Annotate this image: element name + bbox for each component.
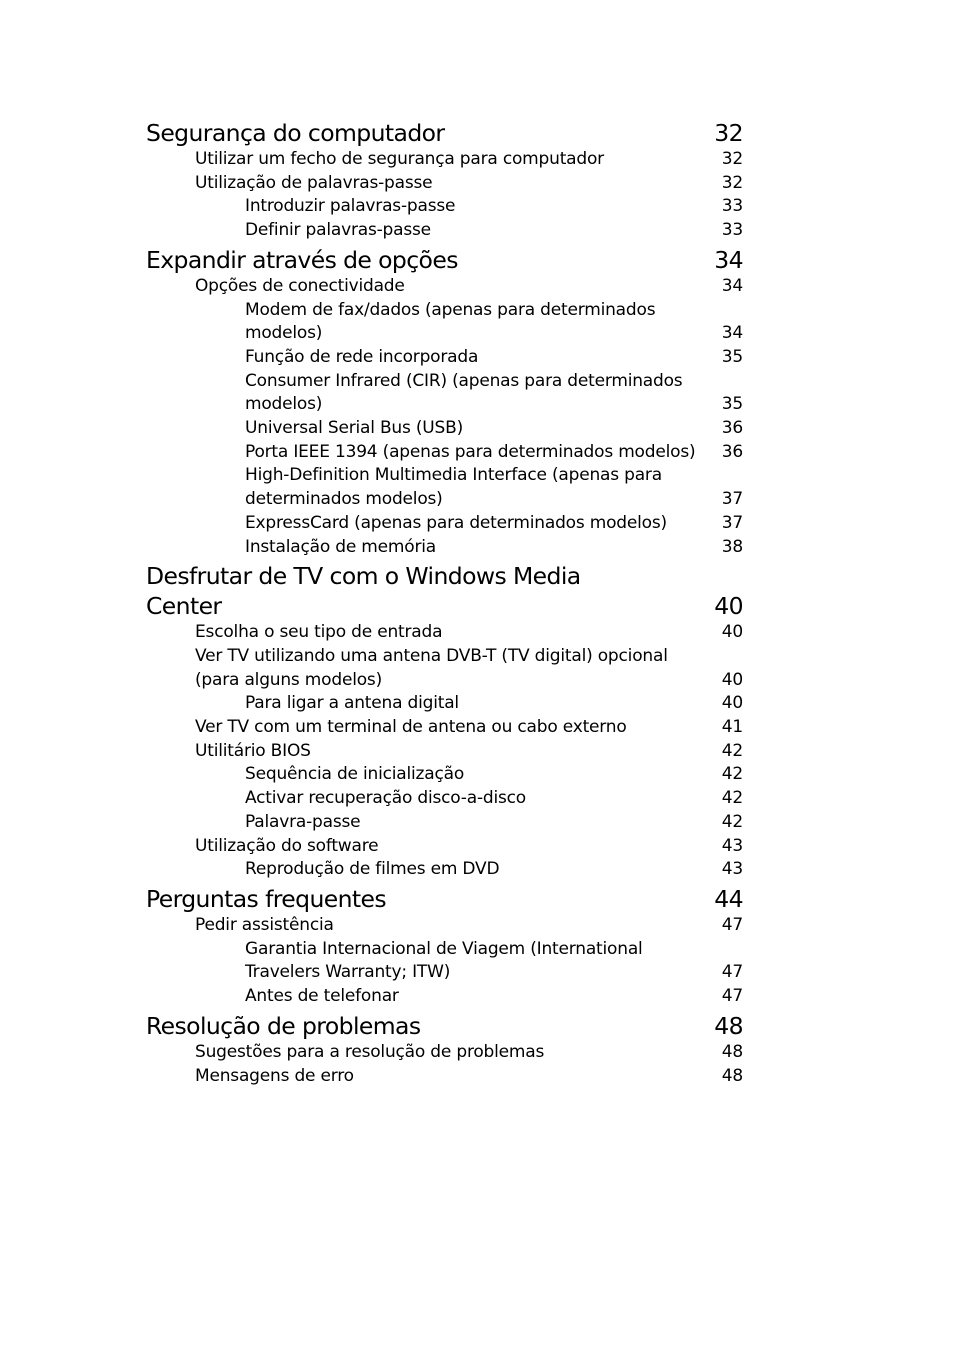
entry-title: Reprodução de filmes em DVD <box>245 859 500 880</box>
entry-title: Instalação de memória <box>245 536 437 557</box>
entry-title: Introduzir palavras-passe <box>245 196 456 217</box>
entry-title: Sugestões para a resolução de problemas <box>195 1041 545 1062</box>
entry-page-number: 34 <box>721 275 743 296</box>
toc-subentry[interactable] <box>146 195 743 219</box>
entry-page-number: 42 <box>721 811 743 832</box>
toc-section-heading[interactable] <box>146 1011 743 1041</box>
section-title: Expandir através de opções <box>146 245 458 274</box>
entry-title: ExpressCard (apenas para determinados modelos) <box>245 512 667 533</box>
section-title: Perguntas frequentes <box>146 884 387 913</box>
entry-title: High-Definition Multimedia Interface (apenas para determinados modelos) <box>245 465 662 510</box>
toc-subentry[interactable] <box>146 938 743 985</box>
entry-page-number: 41 <box>721 717 743 738</box>
toc-entry[interactable] <box>146 645 743 692</box>
toc-entry[interactable] <box>146 1041 743 1065</box>
entry-page-number: 33 <box>721 220 743 241</box>
entry-title: Modem de fax/dados (apenas para determinados modelos) <box>245 299 656 344</box>
entry-title: Utilização de palavras-passe <box>195 172 433 193</box>
toc-entry[interactable] <box>146 1065 743 1089</box>
entry-title: Universal Serial Bus (USB) <box>245 418 464 439</box>
entry-page-number: 38 <box>721 536 743 557</box>
entry-page-number: 43 <box>721 859 743 880</box>
entry-page-number: 47 <box>721 962 743 983</box>
toc-section-heading[interactable] <box>146 561 743 621</box>
entry-page-number: 47 <box>721 914 743 935</box>
toc-subentry[interactable] <box>146 219 743 243</box>
entry-title: Mensagens de erro <box>195 1065 354 1086</box>
table-of-contents <box>146 116 743 1088</box>
toc-subentry[interactable] <box>146 464 743 511</box>
toc-entry[interactable] <box>146 835 743 859</box>
section-page-number: 34 <box>714 245 743 274</box>
toc-subentry[interactable] <box>146 346 743 370</box>
section-page-number: 44 <box>714 884 743 913</box>
toc-entry[interactable] <box>146 914 743 938</box>
entry-page-number: 34 <box>721 323 743 344</box>
toc-subentry[interactable] <box>146 441 743 465</box>
entry-page-number: 47 <box>721 986 743 1007</box>
toc-entry[interactable] <box>146 172 743 196</box>
toc-subentry[interactable] <box>146 512 743 536</box>
entry-page-number: 42 <box>721 788 743 809</box>
entry-page-number: 35 <box>721 346 743 367</box>
entry-title: Função de rede incorporada <box>245 346 479 367</box>
entry-page-number: 35 <box>721 394 743 415</box>
entry-title: Sequência de inicialização <box>245 764 465 785</box>
section-title: Resolução de problemas <box>146 1011 421 1040</box>
section-page-number: 32 <box>714 119 743 147</box>
entry-title: Utilização do software <box>195 835 379 856</box>
entry-page-number: 42 <box>721 764 743 785</box>
toc-subentry[interactable] <box>146 985 743 1009</box>
entry-title: Ver TV com um terminal de antena ou cabo externo <box>195 717 627 738</box>
entry-page-number: 48 <box>721 1041 743 1062</box>
entry-title: Utilizar um fecho de segurança para computador <box>195 149 604 169</box>
entry-title: Porta IEEE 1394 (apenas para determinados modelos) <box>245 441 696 462</box>
toc-subentry[interactable] <box>146 370 743 417</box>
section-page-number: 48 <box>714 1011 743 1040</box>
section-title: Desfrutar de TV com o Windows Media Center <box>146 562 581 621</box>
entry-title: Palavra-passe <box>245 811 361 832</box>
toc-subentry[interactable] <box>146 858 743 882</box>
section-page-number: 40 <box>714 592 743 621</box>
entry-page-number: 33 <box>721 196 743 217</box>
entry-page-number: 40 <box>721 693 743 714</box>
toc-entry[interactable] <box>146 740 743 764</box>
entry-page-number: 40 <box>721 622 743 643</box>
toc-section-heading[interactable] <box>146 118 743 148</box>
toc-subentry[interactable] <box>146 536 743 560</box>
entry-title: Antes de telefonar <box>245 986 399 1007</box>
toc-subentry[interactable] <box>146 787 743 811</box>
entry-title: Para ligar a antena digital <box>245 693 459 714</box>
toc-entry[interactable] <box>146 275 743 299</box>
toc-entry[interactable] <box>146 148 743 172</box>
entry-page-number: 48 <box>721 1065 743 1086</box>
section-title: Segurança do computador <box>146 119 445 147</box>
toc-subentry[interactable] <box>146 417 743 441</box>
entry-page-number: 37 <box>721 512 743 533</box>
entry-title: Ver TV utilizando uma antena DVB-T (TV digital) opcional (para alguns modelos) <box>195 645 668 690</box>
entry-title: Definir palavras-passe <box>245 220 431 241</box>
toc-entry[interactable] <box>146 621 743 645</box>
toc-subentry[interactable] <box>146 763 743 787</box>
entry-title: Opções de conectividade <box>195 275 405 296</box>
entry-title: Escolha o seu tipo de entrada <box>195 622 443 643</box>
entry-title: Utilitário BIOS <box>195 740 311 761</box>
entry-page-number: 32 <box>721 172 743 193</box>
entry-title: Consumer Infrared (CIR) (apenas para determinados modelos) <box>245 370 683 415</box>
toc-entry[interactable] <box>146 716 743 740</box>
toc-section-heading[interactable] <box>146 245 743 275</box>
toc-subentry[interactable] <box>146 811 743 835</box>
entry-page-number: 32 <box>721 149 743 169</box>
entry-page-number: 42 <box>721 740 743 761</box>
entry-page-number: 43 <box>721 835 743 856</box>
entry-title: Garantia Internacional de Viagem (International Travelers Warranty; ITW) <box>245 938 643 983</box>
entry-page-number: 37 <box>721 489 743 510</box>
toc-subentry[interactable] <box>146 692 743 716</box>
toc-section-heading[interactable] <box>146 884 743 914</box>
entry-page-number: 36 <box>721 441 743 462</box>
toc-subentry[interactable] <box>146 299 743 346</box>
entry-title: Activar recuperação disco-a-disco <box>245 788 526 809</box>
entry-page-number: 40 <box>721 669 743 690</box>
entry-title: Pedir assistência <box>195 914 334 935</box>
entry-page-number: 36 <box>721 418 743 439</box>
